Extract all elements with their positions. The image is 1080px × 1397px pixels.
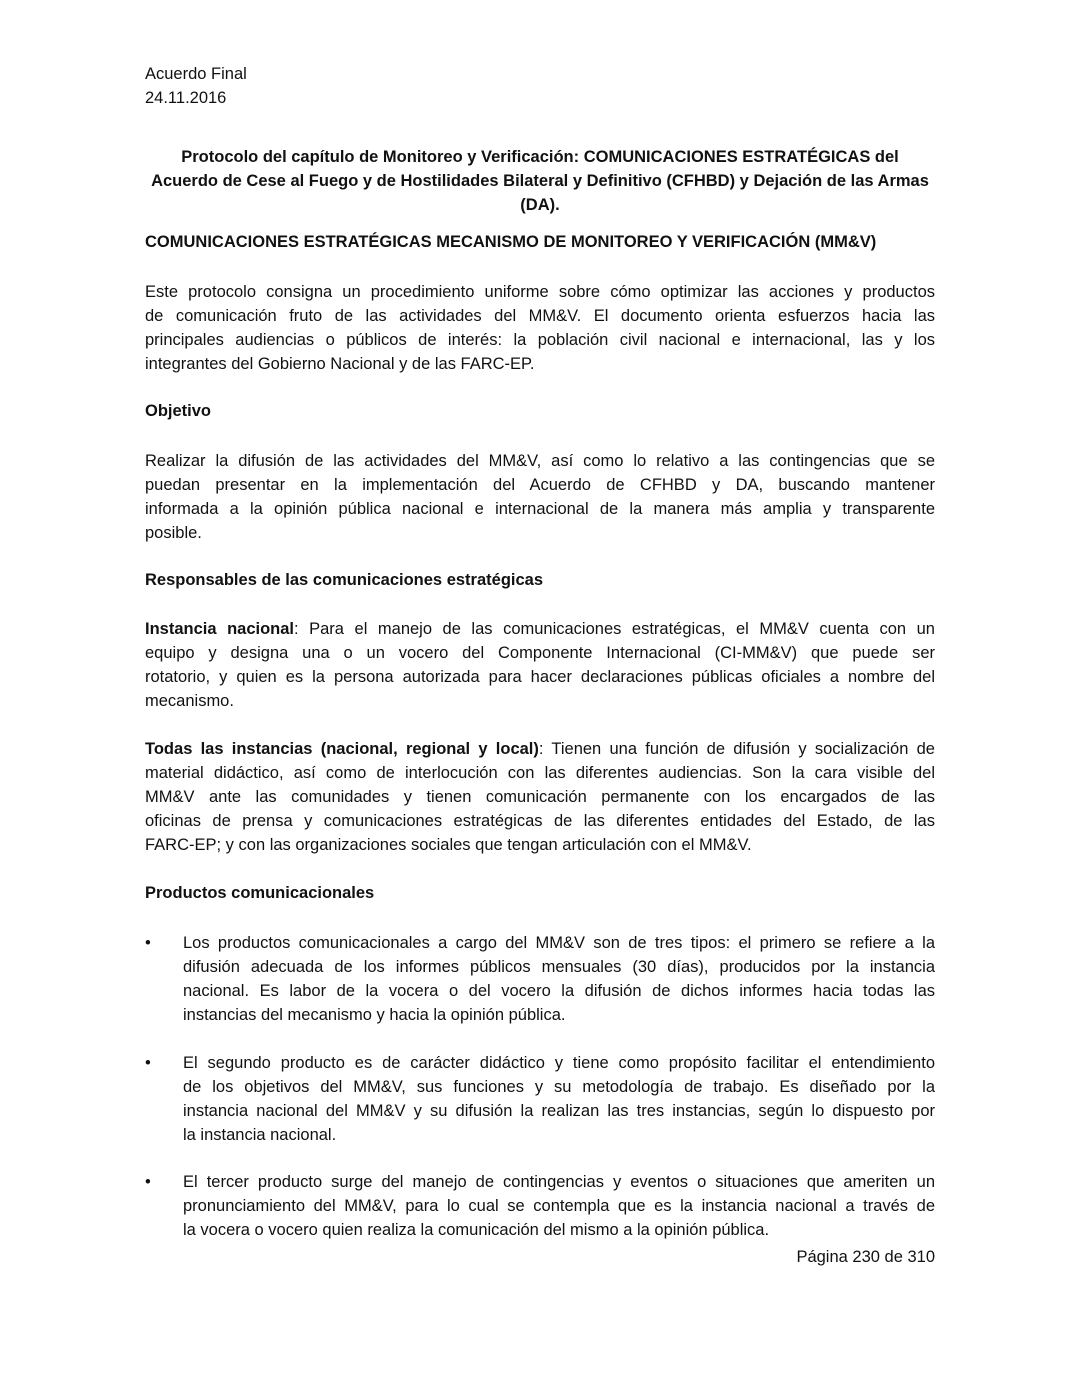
responsables-heading: Responsables de las comunicaciones estratégicas — [145, 571, 544, 589]
bullet-icon: • — [145, 1173, 151, 1191]
paragraph-line: informada a la opinión pública nacional e internacional de la manera más amplia y transparente — [145, 500, 935, 518]
title-line: Protocolo del capítulo de Monitoreo y Verificación: COMUNICACIONES ESTRATÉGICAS del — [181, 148, 899, 166]
paragraph-line: de los objetivos del MM&V, sus funciones y su metodología de trabajo. Es diseñado por la — [183, 1078, 935, 1096]
paragraph-line: : Para el manejo de las comunicaciones estratégicas, el MM&V cuenta con un — [294, 620, 935, 638]
paragraph-line: de comunicación fruto de las actividades del MM&V. El documento orienta esfuerzos hacia las — [145, 307, 935, 325]
todas-instancias-paragraph — [145, 737, 935, 857]
bullet-icon: • — [145, 1054, 151, 1072]
title-line: (DA). — [520, 196, 560, 214]
paragraph-line: difusión adecuada de los informes públicos mensuales (30 días), producidos por la instancia — [183, 958, 935, 976]
paragraph-line: instancia nacional del MM&V y su difusión la realizan las tres instancias, según lo dispuesto por — [183, 1102, 935, 1120]
todas-instancias-lead: Todas las instancias (nacional, regional y local) — [145, 740, 539, 758]
paragraph-line: instancias del mecanismo y hacia la opinión pública. — [183, 1006, 566, 1024]
bullet-item — [145, 1051, 935, 1147]
productos-heading: Productos comunicacionales — [145, 884, 375, 902]
bullet-item — [145, 1170, 935, 1242]
paragraph-line: puedan presentar en la implementación del Acuerdo de CFHBD y DA, buscando mantener — [145, 476, 935, 494]
paragraph-line: oficinas de prensa y comunicaciones estratégicas de las diferentes entidades del Estado, de las — [145, 812, 935, 830]
paragraph-line: material didáctico, así como de interlocución con las diferentes audiencias. Son la cara visible del — [145, 764, 935, 782]
paragraph-line: la instancia nacional. — [183, 1126, 337, 1144]
subtitle: COMUNICACIONES ESTRATÉGICAS MECANISMO DE MONITOREO Y VERIFICACIÓN (MM&V) — [145, 233, 877, 251]
paragraph-line: Los productos comunicacionales a cargo del MM&V son de tres tipos: el primero se refiere a la — [183, 934, 935, 952]
paragraph-line: mecanismo. — [145, 692, 234, 710]
paragraph-body — [145, 641, 935, 713]
document-header — [145, 62, 935, 110]
title-line: Acuerdo de Cese al Fuego y de Hostilidades Bilateral y Definitivo (CFHBD) y Dejación de las Armas — [151, 172, 929, 190]
paragraph-line: integrantes del Gobierno Nacional y de las FARC-EP. — [145, 355, 535, 373]
header-title: Acuerdo Final — [145, 65, 247, 83]
header-date: 24.11.2016 — [145, 89, 227, 107]
intro-paragraph — [145, 280, 935, 376]
paragraph-line: El tercer producto surge del manejo de contingencias y eventos o situaciones que ameriten un — [183, 1173, 935, 1191]
paragraph-line: nacional. Es labor de la vocera o del vocero la difusión de dichos informes hacia todas las — [183, 982, 935, 1000]
paragraph-line: Realizar la difusión de las actividades del MM&V, así como lo relativo a las contingencias que se — [145, 452, 935, 470]
paragraph-line: El segundo producto es de carácter didáctico y tiene como propósito facilitar el entendimiento — [183, 1054, 935, 1072]
paragraph-body — [145, 761, 935, 857]
paragraph-line: : Tienen una función de difusión y socialización de — [538, 740, 935, 758]
paragraph-line: la vocera o vocero quien realiza la comunicación del mismo a la opinión pública. — [183, 1221, 770, 1239]
instancia-nacional-paragraph — [145, 617, 935, 713]
objetivo-heading: Objetivo — [145, 402, 212, 420]
document-title — [145, 145, 935, 217]
paragraph-line: equipo y designa una o un vocero del Componente Internacional (CI-MM&V) que puede ser — [145, 644, 935, 662]
bullet-icon: • — [145, 934, 151, 952]
page-number: Página 230 de 310 — [796, 1248, 935, 1266]
paragraph-line: principales audiencias o públicos de interés: la población civil nacional e internacional, las y los — [145, 331, 935, 349]
paragraph-line: pronunciamiento del MM&V, para lo cual se contempla que es la instancia nacional a través de — [183, 1197, 935, 1215]
bullet-item — [145, 931, 935, 1027]
paragraph-line: Este protocolo consigna un procedimiento uniforme sobre cómo optimizar las acciones y productos — [145, 283, 935, 301]
paragraph-line: MM&V ante las comunidades y tienen comunicación permanente con los encargados de las — [145, 788, 935, 806]
paragraph-line: rotatorio, y quien es la persona autorizada para hacer declaraciones públicas oficiales a nombre del — [145, 668, 935, 686]
objetivo-paragraph — [145, 449, 935, 545]
paragraph-line: FARC-EP; y con las organizaciones sociales que tengan articulación con el MM&V. — [145, 836, 752, 854]
paragraph-line: posible. — [145, 524, 202, 542]
instancia-nacional-lead: Instancia nacional — [145, 620, 294, 638]
